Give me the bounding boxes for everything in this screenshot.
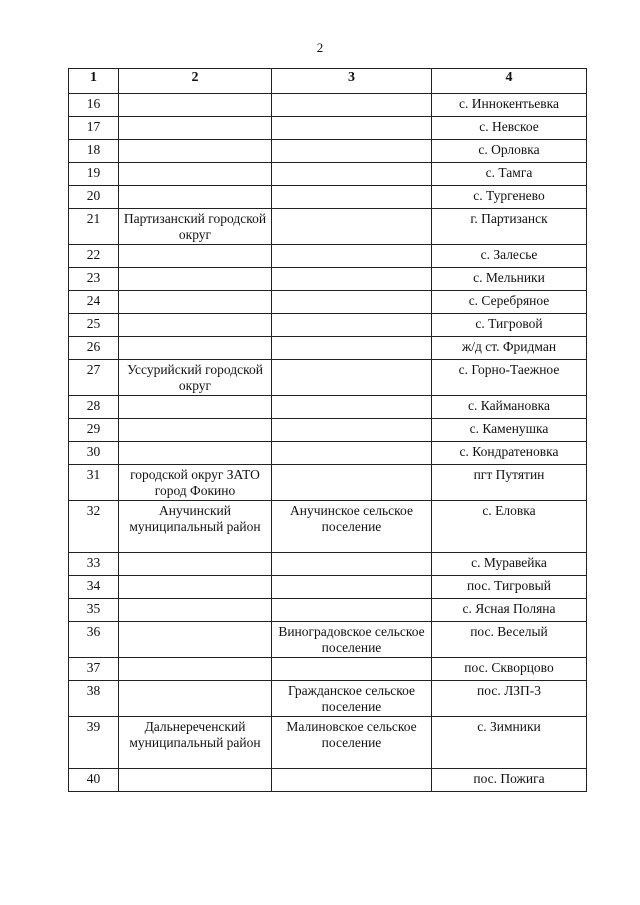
- locality-cell: пос. ЛЗП-3: [432, 681, 587, 717]
- row-number: 24: [69, 291, 119, 314]
- table-row: [69, 465, 587, 501]
- settlement-cell: [272, 94, 432, 117]
- locality-cell: с. Муравейка: [432, 553, 587, 576]
- page-number: 2: [316, 40, 324, 55]
- region-cell: [119, 314, 272, 337]
- locality-cell: с. Серебряное: [432, 291, 587, 314]
- region-cell: [119, 291, 272, 314]
- row-number: 35: [69, 599, 119, 622]
- table-row: [69, 396, 587, 419]
- region-cell: [119, 163, 272, 186]
- table-row: [69, 245, 587, 268]
- table-row: [69, 599, 587, 622]
- table-row: [69, 553, 587, 576]
- settlement-cell: [272, 209, 432, 245]
- locality-cell: пгт Путятин: [432, 465, 587, 501]
- row-number: 29: [69, 419, 119, 442]
- table-row: [69, 360, 587, 396]
- locality-cell: пос. Веселый: [432, 622, 587, 658]
- settlement-cell: [272, 396, 432, 419]
- table-row: [69, 291, 587, 314]
- table-row: [69, 681, 587, 717]
- region-cell: [119, 658, 272, 681]
- row-number: 25: [69, 314, 119, 337]
- row-number: 19: [69, 163, 119, 186]
- table-row: [69, 186, 587, 209]
- locality-cell: с. Тигровой: [432, 314, 587, 337]
- settlement-cell: [272, 163, 432, 186]
- region-cell: [119, 622, 272, 658]
- locality-cell: с. Залесье: [432, 245, 587, 268]
- table-body: [69, 94, 587, 792]
- region-cell: [119, 576, 272, 599]
- region-cell: Дальнереченский муниципальный район: [119, 717, 272, 769]
- region-cell: [119, 117, 272, 140]
- settlement-cell: Малиновское сельское поселение: [272, 717, 432, 769]
- row-number: 16: [69, 94, 119, 117]
- settlement-cell: [272, 599, 432, 622]
- row-number: 18: [69, 140, 119, 163]
- table-row: [69, 163, 587, 186]
- settlement-cell: [272, 553, 432, 576]
- locality-cell: с. Орловка: [432, 140, 587, 163]
- row-number: 21: [69, 209, 119, 245]
- row-number: 36: [69, 622, 119, 658]
- localities-table: [68, 68, 587, 792]
- settlement-cell: [272, 140, 432, 163]
- table-header-row: [69, 69, 587, 94]
- locality-cell: с. Иннокентьевка: [432, 94, 587, 117]
- row-number: 39: [69, 717, 119, 769]
- locality-cell: с. Каменушка: [432, 419, 587, 442]
- settlement-cell: Гражданское сельское поселение: [272, 681, 432, 717]
- row-number: 33: [69, 553, 119, 576]
- region-cell: [119, 245, 272, 268]
- locality-cell: ж/д ст. Фридман: [432, 337, 587, 360]
- settlement-cell: [272, 186, 432, 209]
- region-cell: [119, 186, 272, 209]
- row-number: 38: [69, 681, 119, 717]
- region-cell: [119, 94, 272, 117]
- settlement-cell: [272, 291, 432, 314]
- locality-cell: пос. Пожига: [432, 769, 587, 792]
- row-number: 28: [69, 396, 119, 419]
- region-cell: Уссурийский городской округ: [119, 360, 272, 396]
- row-number: 26: [69, 337, 119, 360]
- locality-cell: с. Зимники: [432, 717, 587, 769]
- column-header-4: 4: [432, 69, 587, 94]
- locality-cell: с. Тамга: [432, 163, 587, 186]
- table-row: [69, 419, 587, 442]
- settlement-cell: [272, 658, 432, 681]
- column-header-3: 3: [272, 69, 432, 94]
- region-cell: [119, 553, 272, 576]
- settlement-cell: Виноградовское сельское поселение: [272, 622, 432, 658]
- locality-cell: с. Тургенево: [432, 186, 587, 209]
- locality-cell: с. Кондратеновка: [432, 442, 587, 465]
- table-row: [69, 658, 587, 681]
- region-cell: [119, 396, 272, 419]
- column-header-2: 2: [119, 69, 272, 94]
- table-row: [69, 769, 587, 792]
- region-cell: Анучинский муниципальный район: [119, 501, 272, 553]
- settlement-cell: [272, 769, 432, 792]
- settlement-cell: [272, 465, 432, 501]
- table-row: [69, 576, 587, 599]
- settlement-cell: [272, 268, 432, 291]
- region-cell: [119, 337, 272, 360]
- row-number: 40: [69, 769, 119, 792]
- locality-cell: с. Невское: [432, 117, 587, 140]
- table-row: [69, 337, 587, 360]
- region-cell: Партизанский городской округ: [119, 209, 272, 245]
- region-cell: [119, 599, 272, 622]
- row-number: 34: [69, 576, 119, 599]
- locality-cell: с. Еловка: [432, 501, 587, 553]
- settlement-cell: [272, 314, 432, 337]
- settlement-cell: [272, 442, 432, 465]
- table-row: [69, 622, 587, 658]
- locality-cell: с. Ясная Поляна: [432, 599, 587, 622]
- region-cell: городской округ ЗАТО город Фокино: [119, 465, 272, 501]
- table-row: [69, 209, 587, 245]
- region-cell: [119, 140, 272, 163]
- table-row: [69, 268, 587, 291]
- locality-cell: с. Горно-Таежное: [432, 360, 587, 396]
- row-number: 23: [69, 268, 119, 291]
- locality-cell: г. Партизанск: [432, 209, 587, 245]
- region-cell: [119, 268, 272, 291]
- region-cell: [119, 769, 272, 792]
- region-cell: [119, 419, 272, 442]
- settlement-cell: [272, 245, 432, 268]
- row-number: 31: [69, 465, 119, 501]
- region-cell: [119, 442, 272, 465]
- row-number: 37: [69, 658, 119, 681]
- settlement-cell: [272, 337, 432, 360]
- settlement-cell: Анучинское сельское поселение: [272, 501, 432, 553]
- table-row: [69, 717, 587, 769]
- row-number: 17: [69, 117, 119, 140]
- locality-cell: с. Каймановка: [432, 396, 587, 419]
- settlement-cell: [272, 576, 432, 599]
- locality-cell: с. Мельники: [432, 268, 587, 291]
- table-row: [69, 117, 587, 140]
- row-number: 27: [69, 360, 119, 396]
- row-number: 22: [69, 245, 119, 268]
- table-row: [69, 501, 587, 553]
- row-number: 30: [69, 442, 119, 465]
- row-number: 20: [69, 186, 119, 209]
- locality-cell: пос. Тигровый: [432, 576, 587, 599]
- table-row: [69, 314, 587, 337]
- table-row: [69, 94, 587, 117]
- row-number: 32: [69, 501, 119, 553]
- table-row: [69, 442, 587, 465]
- table-row: [69, 140, 587, 163]
- column-header-1: 1: [69, 69, 119, 94]
- settlement-cell: [272, 419, 432, 442]
- locality-cell: пос. Скворцово: [432, 658, 587, 681]
- region-cell: [119, 681, 272, 717]
- settlement-cell: [272, 360, 432, 396]
- settlement-cell: [272, 117, 432, 140]
